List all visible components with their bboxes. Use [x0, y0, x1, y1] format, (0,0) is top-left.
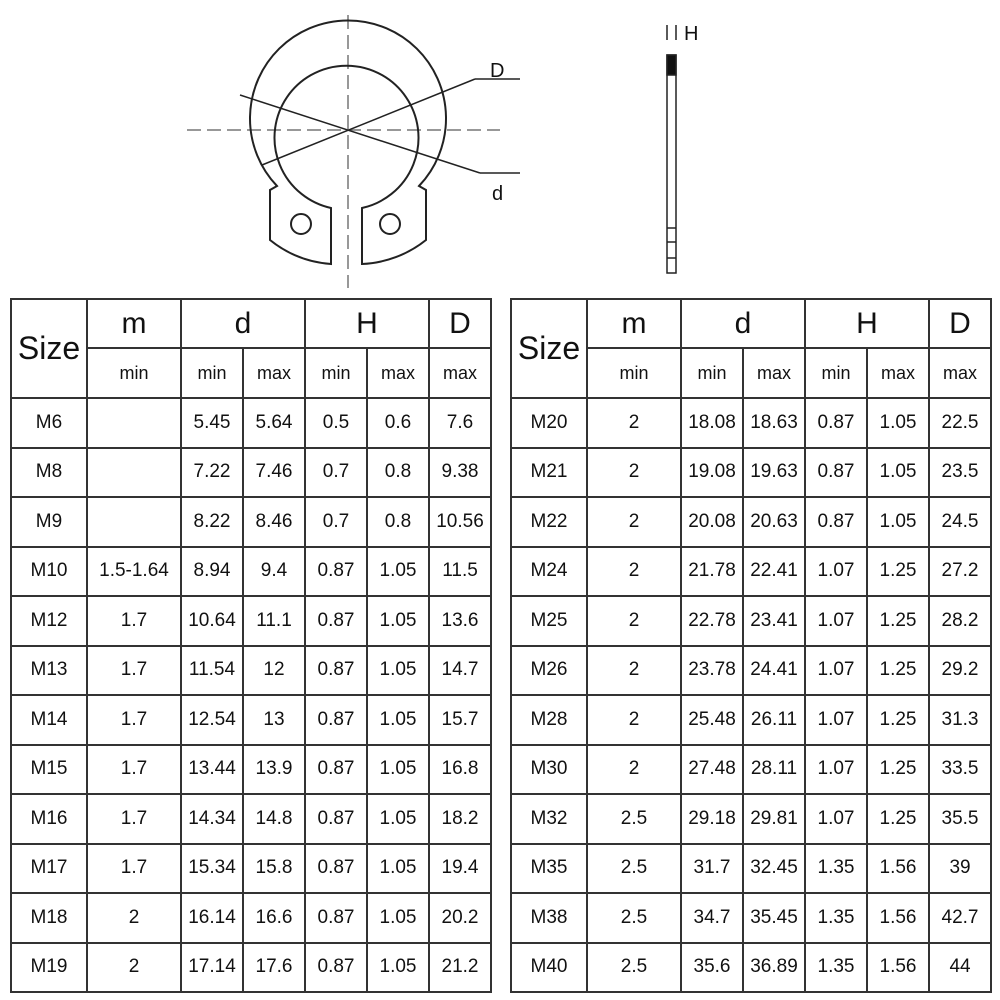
cell-d-min: 27.48 — [681, 745, 743, 795]
table-row — [511, 646, 991, 696]
label-d: d — [492, 183, 504, 205]
cell-d-min: 25.48 — [681, 695, 743, 745]
cell-size: M15 — [11, 745, 87, 795]
table-row — [511, 497, 991, 547]
cell-h-max: 1.05 — [867, 398, 929, 448]
cell-h-min: 0.87 — [805, 398, 867, 448]
cell-d-max: 33.5 — [929, 745, 991, 795]
cell-m-min: 1.7 — [87, 695, 181, 745]
table-row — [511, 695, 991, 745]
cell-d-max: 5.64 — [243, 398, 305, 448]
lug-hole-right — [380, 214, 400, 234]
cell-h-min: 1.07 — [805, 547, 867, 597]
header-D: D — [429, 299, 491, 348]
cell-h-max: 1.25 — [867, 596, 929, 646]
table-row — [11, 448, 491, 498]
cell-h-min: 0.5 — [305, 398, 367, 448]
cell-d-min: 13.44 — [181, 745, 243, 795]
cell-d-min: 22.78 — [681, 596, 743, 646]
cell-m-min: 2 — [587, 398, 681, 448]
cell-d-max: 39 — [929, 844, 991, 894]
cell-d-max: 11.1 — [243, 596, 305, 646]
cell-m-min: 2 — [587, 547, 681, 597]
subheader: max — [367, 348, 429, 398]
cell-h-min: 1.07 — [805, 646, 867, 696]
cell-d-max: 7.6 — [429, 398, 491, 448]
cell-d-max: 35.45 — [743, 893, 805, 943]
cell-d-min: 20.08 — [681, 497, 743, 547]
cell-size: M25 — [511, 596, 587, 646]
cell-d-max: 11.5 — [429, 547, 491, 597]
cell-d-max: 15.8 — [243, 844, 305, 894]
table-row — [511, 448, 991, 498]
table-body — [511, 398, 991, 992]
cell-h-max: 1.05 — [367, 547, 429, 597]
header-D: D — [929, 299, 991, 348]
cell-d-max: 8.46 — [243, 497, 305, 547]
cell-size: M19 — [11, 943, 87, 993]
table-row — [11, 794, 491, 844]
cell-m-min — [87, 497, 181, 547]
cell-d-max: 35.5 — [929, 794, 991, 844]
cell-h-min: 1.07 — [805, 695, 867, 745]
cell-d-max: 28.11 — [743, 745, 805, 795]
cell-h-max: 1.56 — [867, 893, 929, 943]
cell-d-max: 10.56 — [429, 497, 491, 547]
header-H: H — [805, 299, 929, 348]
table-row — [11, 497, 491, 547]
table-row — [11, 695, 491, 745]
cell-d-max: 16.6 — [243, 893, 305, 943]
cell-h-max: 1.05 — [867, 448, 929, 498]
cell-h-min: 0.87 — [305, 646, 367, 696]
cell-d-max: 12 — [243, 646, 305, 696]
table-row — [511, 547, 991, 597]
cell-h-max: 1.05 — [367, 596, 429, 646]
label-D: D — [490, 60, 505, 82]
cell-h-min: 1.35 — [805, 943, 867, 993]
cell-h-max: 0.6 — [367, 398, 429, 448]
spec-table-left — [10, 298, 492, 993]
cell-d-max: 22.41 — [743, 547, 805, 597]
cell-d-max: 9.38 — [429, 448, 491, 498]
cell-d-min: 29.18 — [681, 794, 743, 844]
cell-d-max: 14.7 — [429, 646, 491, 696]
cell-m-min: 2.5 — [587, 893, 681, 943]
cell-h-max: 1.25 — [867, 646, 929, 696]
table-row — [511, 596, 991, 646]
cell-d-min: 10.64 — [181, 596, 243, 646]
cell-d-max: 32.45 — [743, 844, 805, 894]
cell-h-max: 1.05 — [367, 745, 429, 795]
cell-size: M40 — [511, 943, 587, 993]
cell-d-max: 29.81 — [743, 794, 805, 844]
cell-size: M30 — [511, 745, 587, 795]
cell-d-min: 15.34 — [181, 844, 243, 894]
cell-d-max: 20.63 — [743, 497, 805, 547]
cell-d-min: 8.22 — [181, 497, 243, 547]
cell-m-min: 2 — [87, 893, 181, 943]
cell-m-min: 1.5-1.64 — [87, 547, 181, 597]
lug-hole-left — [291, 214, 311, 234]
side-view — [667, 25, 676, 273]
cell-h-min: 1.07 — [805, 596, 867, 646]
subheader: max — [929, 348, 991, 398]
cell-d-max: 7.46 — [243, 448, 305, 498]
cell-h-max: 1.25 — [867, 547, 929, 597]
cell-d-max: 19.4 — [429, 844, 491, 894]
cell-d-min: 7.22 — [181, 448, 243, 498]
cell-h-max: 1.25 — [867, 695, 929, 745]
cell-h-max: 1.05 — [367, 646, 429, 696]
cell-d-min: 14.34 — [181, 794, 243, 844]
cell-size: M26 — [511, 646, 587, 696]
thickness-marker — [667, 55, 676, 75]
table-row — [11, 844, 491, 894]
cell-h-min: 0.87 — [805, 448, 867, 498]
table-row — [11, 646, 491, 696]
cell-d-max: 18.2 — [429, 794, 491, 844]
header-size: Size — [511, 299, 587, 398]
cell-m-min: 2 — [587, 745, 681, 795]
cell-d-max: 24.41 — [743, 646, 805, 696]
table-row — [11, 398, 491, 448]
table-row — [511, 893, 991, 943]
cell-h-min: 0.87 — [305, 844, 367, 894]
cell-m-min: 2.5 — [587, 844, 681, 894]
table-row — [511, 398, 991, 448]
cell-d-max: 20.2 — [429, 893, 491, 943]
cell-d-min: 12.54 — [181, 695, 243, 745]
cell-d-max: 13.9 — [243, 745, 305, 795]
cell-h-min: 0.87 — [305, 596, 367, 646]
cell-d-max: 15.7 — [429, 695, 491, 745]
subheader: min — [681, 348, 743, 398]
header-d: d — [681, 299, 805, 348]
cell-m-min: 1.7 — [87, 646, 181, 696]
cell-d-min: 19.08 — [681, 448, 743, 498]
cell-m-min — [87, 448, 181, 498]
cell-h-max: 0.8 — [367, 448, 429, 498]
cell-d-max: 18.63 — [743, 398, 805, 448]
cell-h-min: 1.07 — [805, 794, 867, 844]
cell-h-max: 1.25 — [867, 794, 929, 844]
cell-size: M28 — [511, 695, 587, 745]
table-row — [511, 844, 991, 894]
cell-d-max: 9.4 — [243, 547, 305, 597]
cell-m-min: 1.7 — [87, 794, 181, 844]
subheader: min — [87, 348, 181, 398]
cell-d-min: 35.6 — [681, 943, 743, 993]
cell-d-min: 8.94 — [181, 547, 243, 597]
cell-d-max: 23.41 — [743, 596, 805, 646]
cell-size: M22 — [511, 497, 587, 547]
cell-size: M21 — [511, 448, 587, 498]
table-row — [11, 893, 491, 943]
cell-h-min: 0.87 — [305, 794, 367, 844]
cell-h-max: 1.56 — [867, 943, 929, 993]
cell-h-min: 1.35 — [805, 893, 867, 943]
table-row — [11, 943, 491, 993]
table-row — [511, 745, 991, 795]
cell-size: M24 — [511, 547, 587, 597]
cell-d-min: 5.45 — [181, 398, 243, 448]
cell-m-min: 1.7 — [87, 745, 181, 795]
cell-h-min: 0.7 — [305, 448, 367, 498]
cell-h-min: 0.87 — [305, 547, 367, 597]
cell-h-min: 0.7 — [305, 497, 367, 547]
cell-d-max: 23.5 — [929, 448, 991, 498]
cell-size: M17 — [11, 844, 87, 894]
cell-d-max: 28.2 — [929, 596, 991, 646]
cell-h-max: 1.05 — [367, 943, 429, 993]
cell-d-min: 17.14 — [181, 943, 243, 993]
cell-h-min: 1.35 — [805, 844, 867, 894]
table-row — [511, 943, 991, 993]
cell-size: M35 — [511, 844, 587, 894]
cell-d-max: 13 — [243, 695, 305, 745]
front-view — [187, 15, 520, 288]
cell-d-max: 31.3 — [929, 695, 991, 745]
cell-m-min: 2 — [587, 596, 681, 646]
header-d: d — [181, 299, 305, 348]
subheader: max — [867, 348, 929, 398]
cell-h-max: 1.56 — [867, 844, 929, 894]
cell-size: M12 — [11, 596, 87, 646]
cell-d-min: 16.14 — [181, 893, 243, 943]
cell-h-max: 1.05 — [367, 844, 429, 894]
cell-size: M18 — [11, 893, 87, 943]
cell-size: M6 — [11, 398, 87, 448]
table-body — [11, 398, 491, 992]
cell-d-max: 42.7 — [929, 893, 991, 943]
cell-m-min: 2.5 — [587, 943, 681, 993]
cell-h-max: 1.05 — [367, 893, 429, 943]
cell-d-max: 21.2 — [429, 943, 491, 993]
cell-d-max: 24.5 — [929, 497, 991, 547]
cell-d-max: 26.11 — [743, 695, 805, 745]
cell-size: M8 — [11, 448, 87, 498]
subheader: max — [429, 348, 491, 398]
header-m: m — [587, 299, 681, 348]
cell-d-min: 23.78 — [681, 646, 743, 696]
dimension-line-D — [262, 79, 475, 165]
cell-size: M20 — [511, 398, 587, 448]
cell-size: M38 — [511, 893, 587, 943]
cell-d-min: 21.78 — [681, 547, 743, 597]
cell-d-min: 18.08 — [681, 398, 743, 448]
subheader: min — [181, 348, 243, 398]
cell-h-max: 1.25 — [867, 745, 929, 795]
cell-m-min: 2.5 — [587, 794, 681, 844]
cell-d-max: 44 — [929, 943, 991, 993]
subheader: max — [243, 348, 305, 398]
cell-h-min: 0.87 — [305, 943, 367, 993]
subheader: min — [587, 348, 681, 398]
cell-size: M10 — [11, 547, 87, 597]
cell-m-min: 2 — [587, 497, 681, 547]
cell-m-min: 2 — [587, 448, 681, 498]
table-row — [11, 547, 491, 597]
cell-m-min: 1.7 — [87, 596, 181, 646]
cell-d-max: 36.89 — [743, 943, 805, 993]
cell-d-min: 31.7 — [681, 844, 743, 894]
label-H: H — [684, 23, 699, 45]
spec-table-right — [510, 298, 992, 993]
cell-d-max: 16.8 — [429, 745, 491, 795]
subheader: max — [743, 348, 805, 398]
cell-d-max: 29.2 — [929, 646, 991, 696]
cell-d-max: 14.8 — [243, 794, 305, 844]
cell-m-min: 2 — [587, 646, 681, 696]
cell-size: M13 — [11, 646, 87, 696]
cell-m-min: 1.7 — [87, 844, 181, 894]
cell-h-max: 1.05 — [867, 497, 929, 547]
cell-d-max: 22.5 — [929, 398, 991, 448]
cell-h-min: 0.87 — [305, 893, 367, 943]
table-row — [11, 596, 491, 646]
cell-h-max: 0.8 — [367, 497, 429, 547]
cell-h-max: 1.05 — [367, 695, 429, 745]
cell-size: M14 — [11, 695, 87, 745]
header-H: H — [305, 299, 429, 348]
cell-h-min: 0.87 — [305, 695, 367, 745]
header-m: m — [87, 299, 181, 348]
cell-d-max: 27.2 — [929, 547, 991, 597]
cell-h-min: 0.87 — [305, 745, 367, 795]
cell-d-max: 17.6 — [243, 943, 305, 993]
cell-d-max: 19.63 — [743, 448, 805, 498]
cell-size: M9 — [11, 497, 87, 547]
cell-h-min: 0.87 — [805, 497, 867, 547]
table-row — [511, 794, 991, 844]
cell-h-min: 1.07 — [805, 745, 867, 795]
cell-size: M32 — [511, 794, 587, 844]
subheader: min — [305, 348, 367, 398]
cell-d-min: 11.54 — [181, 646, 243, 696]
cell-m-min: 2 — [587, 695, 681, 745]
cell-d-max: 13.6 — [429, 596, 491, 646]
header-size: Size — [11, 299, 87, 398]
subheader: min — [805, 348, 867, 398]
cell-h-max: 1.05 — [367, 794, 429, 844]
cell-size: M16 — [11, 794, 87, 844]
cell-m-min — [87, 398, 181, 448]
cell-d-min: 34.7 — [681, 893, 743, 943]
circlip-diagram — [0, 0, 1000, 295]
table-row — [11, 745, 491, 795]
thickness-profile — [667, 55, 676, 273]
cell-m-min: 2 — [87, 943, 181, 993]
